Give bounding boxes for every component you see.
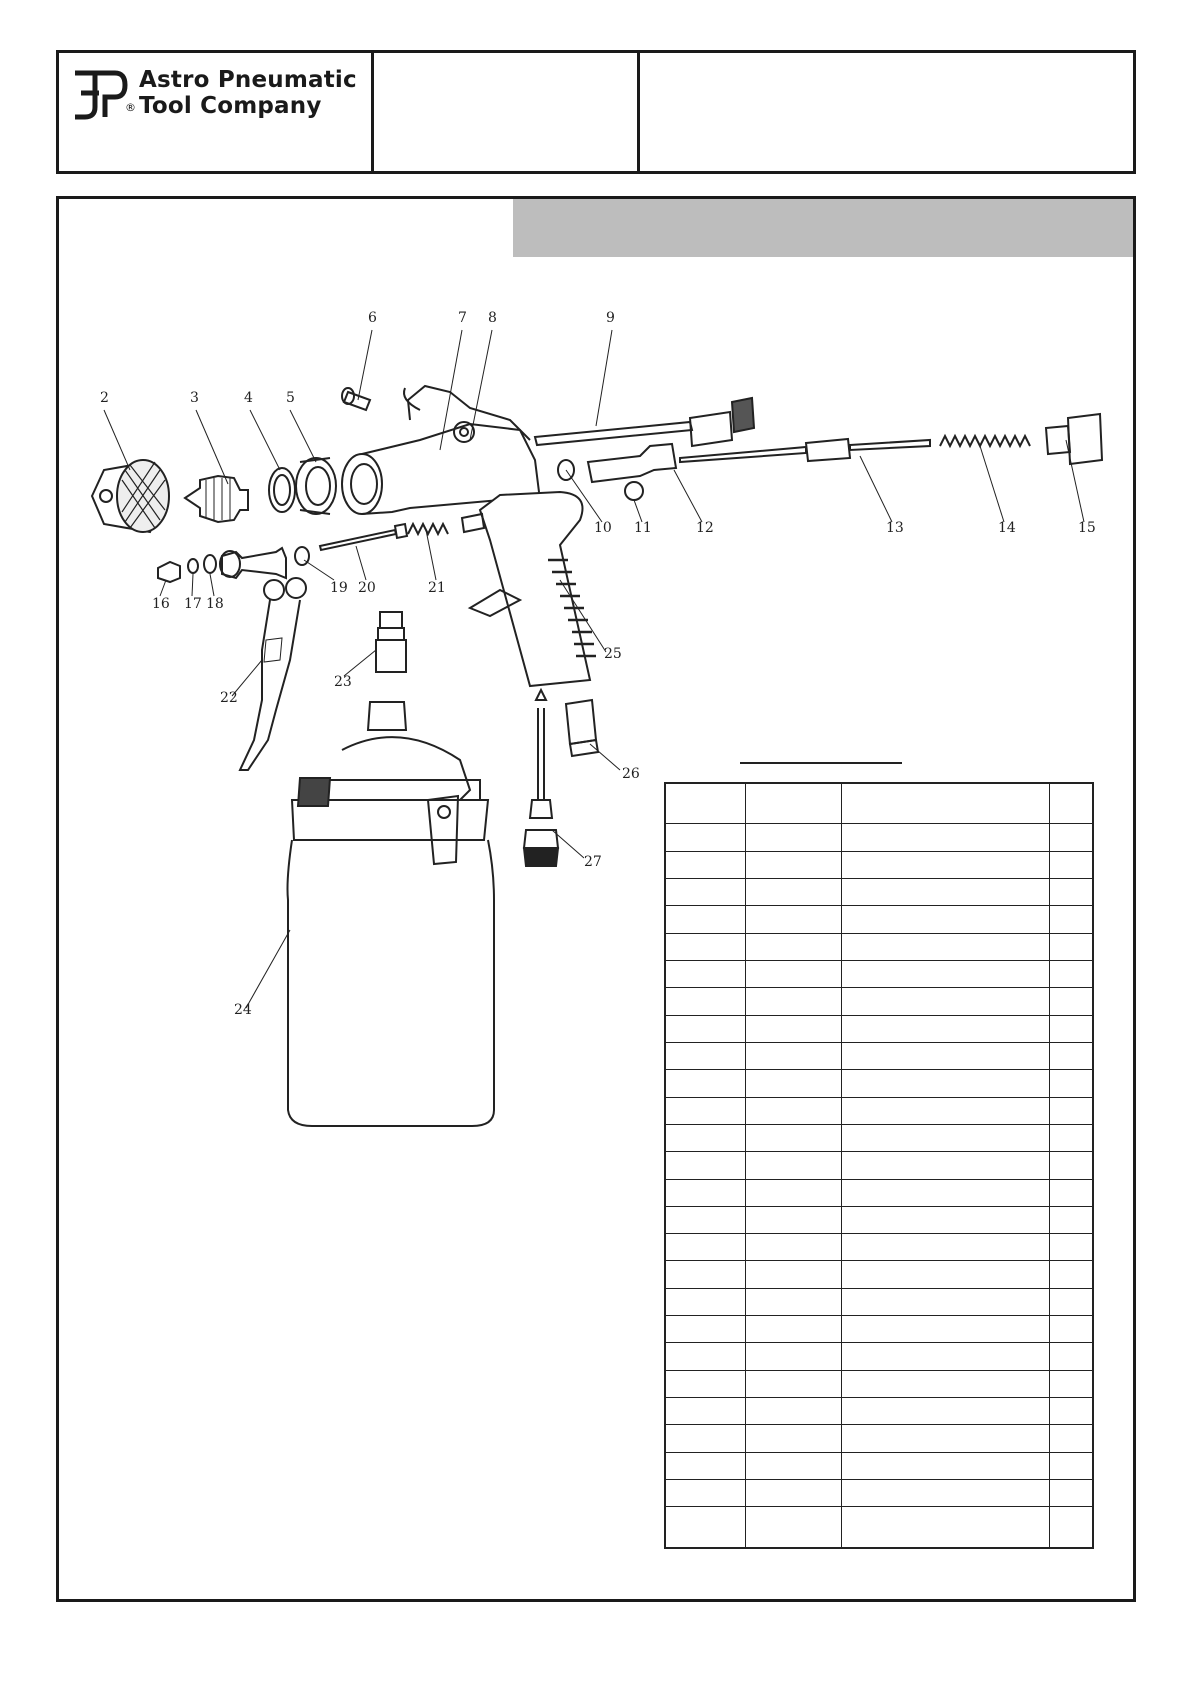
table-cell	[665, 1097, 745, 1124]
table-row	[665, 1015, 1093, 1042]
callout-20: 20	[358, 580, 376, 596]
table-cell	[665, 1261, 745, 1288]
table-row	[665, 1452, 1093, 1479]
callout-16: 16	[152, 596, 170, 612]
callout-21: 21	[428, 580, 446, 596]
table-cell	[745, 988, 841, 1015]
table-cell	[665, 906, 745, 933]
table-cell	[745, 1452, 841, 1479]
table-cell	[841, 1425, 1049, 1452]
table-cell	[841, 1070, 1049, 1097]
table-cell	[745, 1124, 841, 1151]
table-cell	[1049, 1234, 1093, 1261]
table-row	[665, 1316, 1093, 1343]
table-cell	[745, 1206, 841, 1233]
table-row	[665, 906, 1093, 933]
callout-6: 6	[368, 310, 377, 326]
table-cell	[1049, 1370, 1093, 1397]
baffle-ring-part	[296, 458, 336, 514]
table-row	[665, 1370, 1093, 1397]
table-row	[665, 1070, 1093, 1097]
table-cell	[745, 824, 841, 851]
table-cell	[665, 1070, 745, 1097]
table-cell	[1049, 1479, 1093, 1506]
table-cell	[745, 1479, 841, 1506]
table-row	[665, 879, 1093, 906]
table-row	[665, 988, 1093, 1015]
table-row	[665, 1124, 1093, 1151]
table-cell	[841, 824, 1049, 851]
table-row	[665, 1398, 1093, 1425]
table-cell	[841, 1206, 1049, 1233]
table-cell	[745, 1015, 841, 1042]
table-cell	[745, 933, 841, 960]
table-cell	[665, 1507, 745, 1548]
table-cell	[745, 1425, 841, 1452]
valve-needle-part	[320, 514, 484, 550]
table-cell	[841, 933, 1049, 960]
fan-adjust-parts	[158, 547, 309, 582]
callout-10: 10	[594, 520, 612, 536]
adjusting-knob-part	[1046, 414, 1102, 464]
table-row	[665, 1206, 1093, 1233]
table-cell	[841, 1398, 1049, 1425]
table-cell	[841, 1479, 1049, 1506]
callout-11: 11	[634, 520, 652, 536]
table-cell	[665, 1124, 745, 1151]
fluid-tube-part	[524, 690, 558, 866]
table-cell	[745, 1261, 841, 1288]
table-cell	[1049, 1452, 1093, 1479]
table-cell	[841, 879, 1049, 906]
callout-24: 24	[234, 1002, 252, 1018]
callout-15: 15	[1078, 520, 1096, 536]
table-cell	[745, 1507, 841, 1548]
callout-7: 7	[458, 310, 467, 326]
callout-2: 2	[100, 390, 109, 406]
air-valve-stem-part	[535, 398, 754, 446]
table-cell	[841, 1343, 1049, 1370]
table-cell	[1049, 1398, 1093, 1425]
table-cell	[1049, 1042, 1093, 1069]
table-cell	[841, 1261, 1049, 1288]
table-row	[665, 1234, 1093, 1261]
table-cell	[665, 1425, 745, 1452]
table-cell	[665, 1015, 745, 1042]
table-cell	[841, 783, 1049, 824]
callout-5: 5	[286, 390, 295, 406]
table-cell	[665, 783, 745, 824]
table-cell	[745, 1070, 841, 1097]
table-cell	[745, 1152, 841, 1179]
table-cell	[1049, 988, 1093, 1015]
table-cell	[841, 1124, 1049, 1151]
table-cell	[841, 1452, 1049, 1479]
table-cell	[841, 1097, 1049, 1124]
callout-9: 9	[606, 310, 615, 326]
table-cell	[841, 1234, 1049, 1261]
table-cell	[665, 1234, 745, 1261]
table-row	[665, 851, 1093, 878]
paint-cup-part	[288, 737, 495, 1126]
table-cell	[1049, 1507, 1093, 1548]
table-cell	[665, 879, 745, 906]
table-cell	[745, 1370, 841, 1397]
table-cell	[841, 961, 1049, 988]
table-row	[665, 824, 1093, 851]
callout-13: 13	[886, 520, 904, 536]
table-cell	[1049, 1097, 1093, 1124]
air-inlet-connector-part	[566, 700, 598, 756]
callout-23: 23	[334, 674, 352, 690]
table-row	[665, 1152, 1093, 1179]
callout-25: 25	[604, 646, 622, 662]
table-cell	[665, 961, 745, 988]
table-cell	[841, 851, 1049, 878]
table-cell	[841, 1370, 1049, 1397]
callout-18: 18	[206, 596, 224, 612]
callout-26: 26	[622, 766, 640, 782]
callout-4: 4	[244, 390, 253, 406]
table-cell	[841, 1152, 1049, 1179]
table-row	[665, 1343, 1093, 1370]
registered-mark: ®	[125, 101, 136, 114]
table-cell	[665, 1206, 745, 1233]
table-cell	[665, 1398, 745, 1425]
table-cell	[665, 988, 745, 1015]
handle-part	[470, 492, 596, 686]
table-cell	[1049, 1425, 1093, 1452]
table-cell	[745, 1316, 841, 1343]
table-cell	[745, 1343, 841, 1370]
parts-list-title-underline	[740, 762, 902, 764]
table-cell	[1049, 783, 1093, 824]
table-cell	[841, 1015, 1049, 1042]
table-cell	[745, 1234, 841, 1261]
table-cell	[745, 1288, 841, 1315]
table-cell	[1049, 1316, 1093, 1343]
table-cell	[745, 906, 841, 933]
air-valve-parts	[558, 444, 676, 500]
table-cell	[841, 1507, 1049, 1548]
callout-19: 19	[330, 580, 348, 596]
table-cell	[745, 879, 841, 906]
table-row	[665, 933, 1093, 960]
table-row	[665, 1042, 1093, 1069]
table-cell	[1049, 1343, 1093, 1370]
table-cell	[745, 961, 841, 988]
table-row	[665, 1179, 1093, 1206]
table-cell	[745, 1179, 841, 1206]
seal-ring-part	[269, 468, 295, 512]
table-cell	[665, 1370, 745, 1397]
cup-fitting-part	[368, 612, 406, 730]
table-row	[665, 1097, 1093, 1124]
table-cell	[745, 1398, 841, 1425]
table-cell	[745, 851, 841, 878]
trigger-pin-part	[342, 388, 370, 410]
table-cell	[841, 1316, 1049, 1343]
table-row	[665, 961, 1093, 988]
table-cell	[665, 1152, 745, 1179]
parts-list-table	[664, 782, 1094, 1549]
table-cell	[1049, 1288, 1093, 1315]
table-cell	[1049, 851, 1093, 878]
table-cell	[1049, 824, 1093, 851]
table-cell	[665, 1288, 745, 1315]
table-cell	[665, 1042, 745, 1069]
table-row	[665, 1261, 1093, 1288]
callout-17: 17	[184, 596, 202, 612]
table-cell	[841, 1042, 1049, 1069]
table-row	[665, 1507, 1093, 1548]
table-cell	[665, 933, 745, 960]
company-name-line2: Tool Company	[139, 93, 322, 119]
table-cell	[841, 906, 1049, 933]
table-cell	[1049, 1261, 1093, 1288]
table-cell	[665, 1452, 745, 1479]
callout-14: 14	[998, 520, 1016, 536]
table-cell	[745, 1042, 841, 1069]
company-name-line1: Astro Pneumatic	[139, 67, 357, 93]
table-row	[665, 783, 1093, 824]
callout-3: 3	[190, 390, 199, 406]
callout-8: 8	[488, 310, 497, 326]
table-cell	[1049, 1179, 1093, 1206]
table-cell	[841, 988, 1049, 1015]
callout-22: 22	[220, 690, 238, 706]
table-cell	[1049, 879, 1093, 906]
table-cell	[1049, 961, 1093, 988]
table-cell	[1049, 1152, 1093, 1179]
table-cell	[841, 1288, 1049, 1315]
callout-27: 27	[584, 854, 602, 870]
table-cell	[1049, 1124, 1093, 1151]
table-row	[665, 1425, 1093, 1452]
table-cell	[1049, 1070, 1093, 1097]
table-row	[665, 1479, 1093, 1506]
needle-spring-part	[940, 436, 1030, 446]
table-cell	[1049, 1206, 1093, 1233]
table-cell	[665, 824, 745, 851]
table-cell	[841, 1179, 1049, 1206]
fluid-nozzle-part	[185, 476, 248, 522]
air-cap-part	[92, 460, 169, 532]
table-cell	[745, 1097, 841, 1124]
table-cell	[665, 1316, 745, 1343]
table-row	[665, 1288, 1093, 1315]
callout-12: 12	[696, 520, 714, 536]
table-cell	[745, 783, 841, 824]
table-cell	[665, 1343, 745, 1370]
table-cell	[665, 1179, 745, 1206]
table-cell	[1049, 933, 1093, 960]
table-cell	[1049, 1015, 1093, 1042]
table-cell	[1049, 906, 1093, 933]
table-cell	[665, 851, 745, 878]
table-cell	[665, 1479, 745, 1506]
